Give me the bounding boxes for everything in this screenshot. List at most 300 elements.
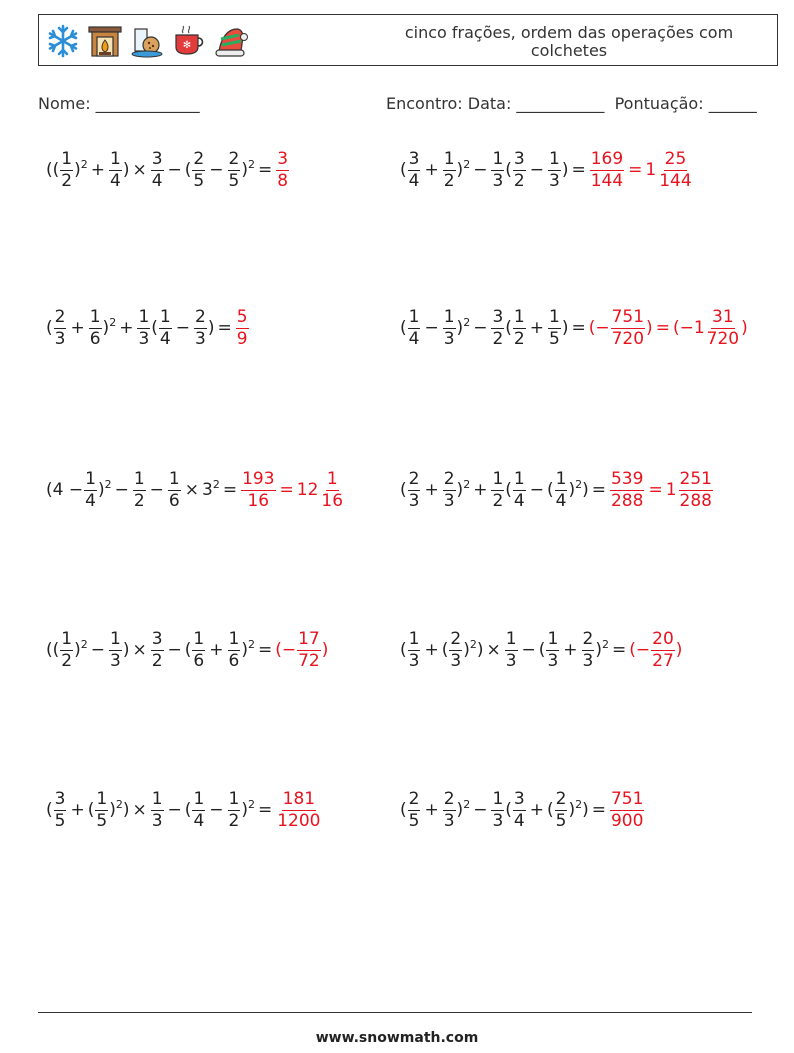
expression-text: ) [456, 480, 464, 500]
denominator: 3 [54, 328, 66, 349]
operator: − [175, 318, 190, 338]
denominator: 72 [298, 650, 320, 671]
expression-text: ( [184, 800, 192, 820]
operator: = [571, 160, 586, 180]
fraction [548, 306, 561, 349]
expression-text: ( [184, 640, 192, 660]
expression-text: ( [505, 160, 512, 180]
fraction [408, 788, 421, 831]
fraction [95, 788, 108, 831]
numerator: 3 [513, 788, 525, 809]
problem-3 [46, 298, 250, 358]
expression-text: ( [87, 800, 95, 820]
exponent: 2 [80, 157, 88, 171]
operator: × [184, 480, 199, 500]
numerator: 2 [54, 306, 66, 327]
denominator: 4 [408, 170, 420, 191]
numerator: 181 [282, 788, 316, 809]
fraction [109, 628, 122, 671]
numerator: 1 [492, 148, 504, 169]
numerator: 5 [236, 306, 248, 327]
numerator: 1 [228, 788, 240, 809]
expression-text: ( [400, 640, 407, 660]
expression-text: ) [122, 800, 130, 820]
fraction [137, 306, 150, 349]
operator: = [648, 480, 663, 500]
denominator: 720 [706, 328, 740, 349]
operator: − [529, 160, 544, 180]
denominator: 5 [96, 810, 108, 831]
expression-text: ) [675, 640, 683, 660]
fraction [192, 628, 205, 671]
numerator: 1 [408, 306, 420, 327]
exponent: 2 [463, 157, 471, 171]
numerator: 1 [168, 468, 180, 489]
exponent: 2 [247, 797, 255, 811]
answer-fraction [320, 468, 344, 511]
problem-6 [400, 460, 714, 520]
expression-text: ) [241, 800, 248, 820]
numerator: 17 [298, 628, 320, 649]
date-score-field: Encontro: Data: ___________ Pontuação: ______ [386, 94, 757, 113]
answer-fraction [297, 628, 321, 671]
denominator: 2 [133, 490, 145, 511]
problem-10 [400, 780, 645, 840]
exponent: 2 [463, 315, 471, 329]
svg-text:✻: ✻ [182, 40, 192, 51]
numerator: 2 [443, 468, 455, 489]
fraction [408, 148, 421, 191]
operator: − [424, 318, 439, 338]
expression-text: (−1 [672, 318, 705, 338]
operator: + [529, 800, 544, 820]
denominator: 3 [548, 170, 560, 191]
operator: − [167, 160, 182, 180]
fraction [151, 628, 164, 671]
operator: = [571, 318, 586, 338]
exponent: 2 [469, 637, 477, 651]
numerator: 1 [193, 788, 205, 809]
operator: + [424, 160, 439, 180]
header-icons [45, 21, 249, 61]
fraction [159, 306, 172, 349]
numerator: 1 [443, 148, 455, 169]
fraction [192, 148, 205, 191]
fraction [54, 788, 67, 831]
expression-text: ) [122, 160, 130, 180]
expression-text: ) [568, 800, 576, 820]
numerator: 1 [61, 628, 73, 649]
fraction [151, 148, 164, 191]
denominator: 4 [109, 170, 121, 191]
denominator: 3 [138, 328, 150, 349]
operator: = [279, 480, 294, 500]
exponent: 2 [575, 797, 583, 811]
numerator: 1 [159, 306, 171, 327]
footer-divider [38, 1012, 752, 1013]
numerator: 1 [547, 628, 559, 649]
fraction [192, 788, 205, 831]
operator: + [424, 640, 439, 660]
denominator: 720 [611, 328, 645, 349]
fraction [555, 788, 568, 831]
numerator: 1 [138, 306, 150, 327]
exponent: 2 [247, 637, 255, 651]
exponent: 2 [463, 797, 471, 811]
operator: = [222, 480, 238, 500]
exponent: 2 [575, 477, 583, 491]
problem-2 [400, 140, 694, 200]
operator: − [473, 800, 488, 820]
fraction [548, 148, 561, 191]
answer-fraction [610, 468, 644, 511]
snowflake-icon [45, 21, 81, 61]
expression-text: ( [505, 800, 512, 820]
numerator: 25 [664, 148, 687, 169]
denominator: 900 [610, 810, 644, 831]
operator: + [119, 318, 134, 338]
denominator: 4 [513, 490, 525, 511]
operator: − [114, 480, 129, 500]
numerator: 169 [590, 148, 624, 169]
problem-7 [46, 620, 328, 680]
denominator: 2 [492, 490, 504, 511]
answer-fraction [611, 306, 645, 349]
denominator: 16 [321, 490, 344, 511]
operator: = [217, 318, 232, 338]
numerator: 3 [513, 148, 525, 169]
fraction [60, 148, 73, 191]
denominator: 5 [555, 810, 567, 831]
operator: − [167, 640, 182, 660]
numerator: 1 [96, 788, 108, 809]
expression-text: ( [441, 640, 449, 660]
fraction [228, 148, 241, 191]
expression-text: ) [476, 640, 484, 660]
operator: + [563, 640, 578, 660]
fraction [408, 468, 421, 511]
denominator: 5 [54, 810, 66, 831]
numerator: 2 [582, 628, 594, 649]
exponent: 2 [463, 477, 471, 491]
numerator: 1 [133, 468, 145, 489]
denominator: 4 [193, 810, 205, 831]
expression-text: ) [321, 640, 329, 660]
expression-text: ) [456, 800, 464, 820]
denominator: 2 [443, 170, 455, 191]
numerator: 1 [492, 788, 504, 809]
expression-text: ( [505, 318, 512, 338]
answer-fraction [276, 788, 321, 831]
numerator: 3 [408, 148, 420, 169]
exponent: 2 [109, 315, 117, 329]
expression-text: ) [568, 480, 576, 500]
denominator: 2 [228, 810, 240, 831]
expression-text: ) [74, 160, 81, 180]
numerator: 539 [610, 468, 644, 489]
answer-fraction [241, 468, 275, 511]
numerator: 1 [443, 306, 455, 327]
problem-1 [46, 140, 290, 200]
expression-text: ( [538, 640, 546, 660]
expression-text: ) [561, 160, 569, 180]
answer-fraction [706, 306, 740, 349]
exponent: 2 [115, 797, 123, 811]
expression-text: ( [505, 480, 512, 500]
numerator: 3 [54, 788, 66, 809]
numerator: 3 [151, 148, 163, 169]
numerator: 1 [408, 628, 420, 649]
numerator: 1 [61, 148, 73, 169]
fraction [109, 148, 122, 191]
operator: × [132, 800, 147, 820]
operator: − [473, 318, 488, 338]
fraction [408, 628, 421, 671]
numerator: 1 [555, 468, 567, 489]
expression-text: (( [46, 640, 60, 660]
numerator: 1 [89, 306, 101, 327]
operator: = [655, 318, 670, 338]
expression-text: (− [629, 640, 651, 660]
expression-text: ( [46, 800, 53, 820]
expression-text: ( [184, 160, 192, 180]
expression-text: (− [275, 640, 297, 660]
numerator: 2 [228, 148, 240, 169]
problem-5 [46, 460, 345, 520]
denominator: 3 [443, 490, 455, 511]
operator: + [529, 318, 544, 338]
numerator: 3 [492, 306, 504, 327]
expression-text: ) [582, 800, 589, 820]
numerator: 2 [193, 148, 205, 169]
expression-text: ( [400, 318, 407, 338]
operator: + [424, 800, 439, 820]
numerator: 2 [443, 788, 455, 809]
operator: − [167, 800, 182, 820]
denominator: 4 [159, 328, 171, 349]
denominator: 288 [610, 490, 644, 511]
operator: = [611, 640, 627, 660]
denominator: 4 [151, 170, 163, 191]
denominator: 3 [408, 650, 420, 671]
expression-text: (4 − [46, 480, 84, 500]
numerator: 193 [242, 468, 275, 489]
fraction [582, 628, 595, 671]
fraction [151, 788, 164, 831]
operator: = [591, 480, 606, 500]
whole-number: 12 [296, 480, 319, 500]
denominator: 3 [582, 650, 594, 671]
operator: − [209, 800, 224, 820]
denominator: 5 [228, 170, 240, 191]
numerator: 2 [408, 468, 420, 489]
denominator: 4 [513, 810, 525, 831]
expression-text: ( [546, 480, 554, 500]
numerator: 2 [555, 788, 567, 809]
fraction [513, 306, 526, 349]
operator: + [424, 480, 439, 500]
operator: + [473, 480, 488, 500]
denominator: 3 [408, 490, 420, 511]
answer-fraction [236, 306, 249, 349]
expression-text: ) [74, 640, 81, 660]
numerator: 751 [610, 788, 644, 809]
denominator: 6 [168, 490, 180, 511]
whole-number: 1 [645, 160, 657, 180]
fraction [491, 788, 504, 831]
expression-text: ) [241, 160, 248, 180]
fraction [505, 628, 518, 671]
operator: − [529, 480, 544, 500]
expression-text: 3 [201, 480, 213, 500]
problem-4 [400, 298, 748, 358]
fraction [443, 306, 456, 349]
denominator: 3 [443, 810, 455, 831]
footer-url: www.snowmath.com [315, 1030, 479, 1046]
expression-text: ( [400, 160, 407, 180]
numerator: 1 [228, 628, 240, 649]
numerator: 1 [326, 468, 338, 489]
numerator: 2 [450, 628, 462, 649]
expression-text: ( [400, 480, 407, 500]
operator: + [70, 800, 85, 820]
exponent: 2 [104, 477, 112, 491]
denominator: 16 [247, 490, 270, 511]
expression-text: ) [582, 480, 589, 500]
answer-fraction [590, 148, 624, 191]
exponent: 2 [601, 637, 609, 651]
denominator: 3 [151, 810, 163, 831]
fraction [513, 788, 526, 831]
expression-text: ) [456, 318, 464, 338]
operator: + [70, 318, 85, 338]
denominator: 3 [109, 650, 121, 671]
problem-8 [400, 620, 682, 680]
denominator: 4 [85, 490, 96, 511]
denominator: 5 [548, 328, 560, 349]
denominator: 3 [443, 328, 455, 349]
numerator: 1 [109, 148, 121, 169]
expression-text: ) [595, 640, 602, 660]
numerator: 31 [712, 306, 734, 327]
numerator: 1 [513, 468, 525, 489]
denominator: 6 [228, 650, 240, 671]
fraction [491, 148, 504, 191]
numerator: 1 [109, 628, 121, 649]
operator: × [486, 640, 501, 660]
fraction [408, 306, 421, 349]
denominator: 2 [61, 170, 73, 191]
denominator: 2 [151, 650, 163, 671]
fraction [228, 628, 241, 671]
expression-text: ( [151, 318, 158, 338]
denominator: 1200 [277, 810, 321, 831]
expression-text: ) [207, 318, 215, 338]
exponent: 2 [80, 637, 88, 651]
denominator: 2 [61, 650, 73, 671]
operator: = [257, 160, 273, 180]
denominator: 3 [492, 170, 504, 191]
operator: − [473, 160, 488, 180]
expression-text: ( [46, 318, 53, 338]
worksheet-header [38, 14, 778, 66]
expression-text: ) [561, 318, 569, 338]
fraction [513, 148, 526, 191]
answer-fraction [610, 788, 644, 831]
denominator: 3 [505, 650, 517, 671]
denominator: 27 [652, 650, 674, 671]
problem-9 [46, 780, 323, 840]
operator: − [209, 160, 224, 180]
denominator: 5 [408, 810, 420, 831]
fraction [443, 468, 456, 511]
numerator: 2 [408, 788, 420, 809]
numerator: 1 [492, 468, 504, 489]
denominator: 288 [679, 490, 712, 511]
numerator: 2 [194, 306, 206, 327]
fireplace-icon [87, 21, 123, 61]
numerator: 1 [548, 148, 560, 169]
fraction [513, 468, 526, 511]
operator: = [628, 160, 643, 180]
fraction [60, 628, 73, 671]
answer-fraction [276, 148, 289, 191]
expression-text: (( [46, 160, 60, 180]
numerator: 3 [151, 628, 163, 649]
numerator: 20 [652, 628, 674, 649]
fraction [84, 468, 97, 511]
name-field: Nome: _____________ [38, 94, 200, 113]
denominator: 6 [89, 328, 101, 349]
denominator: 3 [492, 810, 504, 831]
expression-text: ) [646, 318, 653, 338]
answer-fraction [679, 468, 713, 511]
denominator: 2 [513, 328, 525, 349]
numerator: 1 [85, 468, 96, 489]
fraction [491, 468, 504, 511]
fraction [555, 468, 568, 511]
operator: = [257, 640, 273, 660]
expression-text: ) [241, 640, 248, 660]
denominator: 9 [236, 328, 248, 349]
numerator: 3 [277, 148, 289, 169]
worksheet-title: cinco frações, ordem das operações com colchetes [404, 23, 734, 60]
expression-text: ) [97, 480, 105, 500]
fraction [228, 788, 241, 831]
fraction [194, 306, 207, 349]
fraction [443, 148, 456, 191]
hot-cocoa-mug-icon [171, 21, 207, 61]
exponent: 2 [247, 157, 255, 171]
operator: = [591, 800, 606, 820]
numerator: 1 [505, 628, 517, 649]
numerator: 1 [151, 788, 163, 809]
answer-fraction [651, 628, 675, 671]
denominator: 4 [555, 490, 567, 511]
fraction [491, 306, 504, 349]
denominator: 144 [590, 170, 624, 191]
denominator: 8 [277, 170, 289, 191]
numerator: 751 [611, 306, 645, 327]
operator: + [209, 640, 224, 660]
answer-fraction [658, 148, 692, 191]
operator: − [521, 640, 536, 660]
operator: − [90, 640, 105, 660]
fraction [546, 628, 559, 671]
denominator: 3 [194, 328, 206, 349]
numerator: 1 [193, 628, 205, 649]
fraction [168, 468, 181, 511]
